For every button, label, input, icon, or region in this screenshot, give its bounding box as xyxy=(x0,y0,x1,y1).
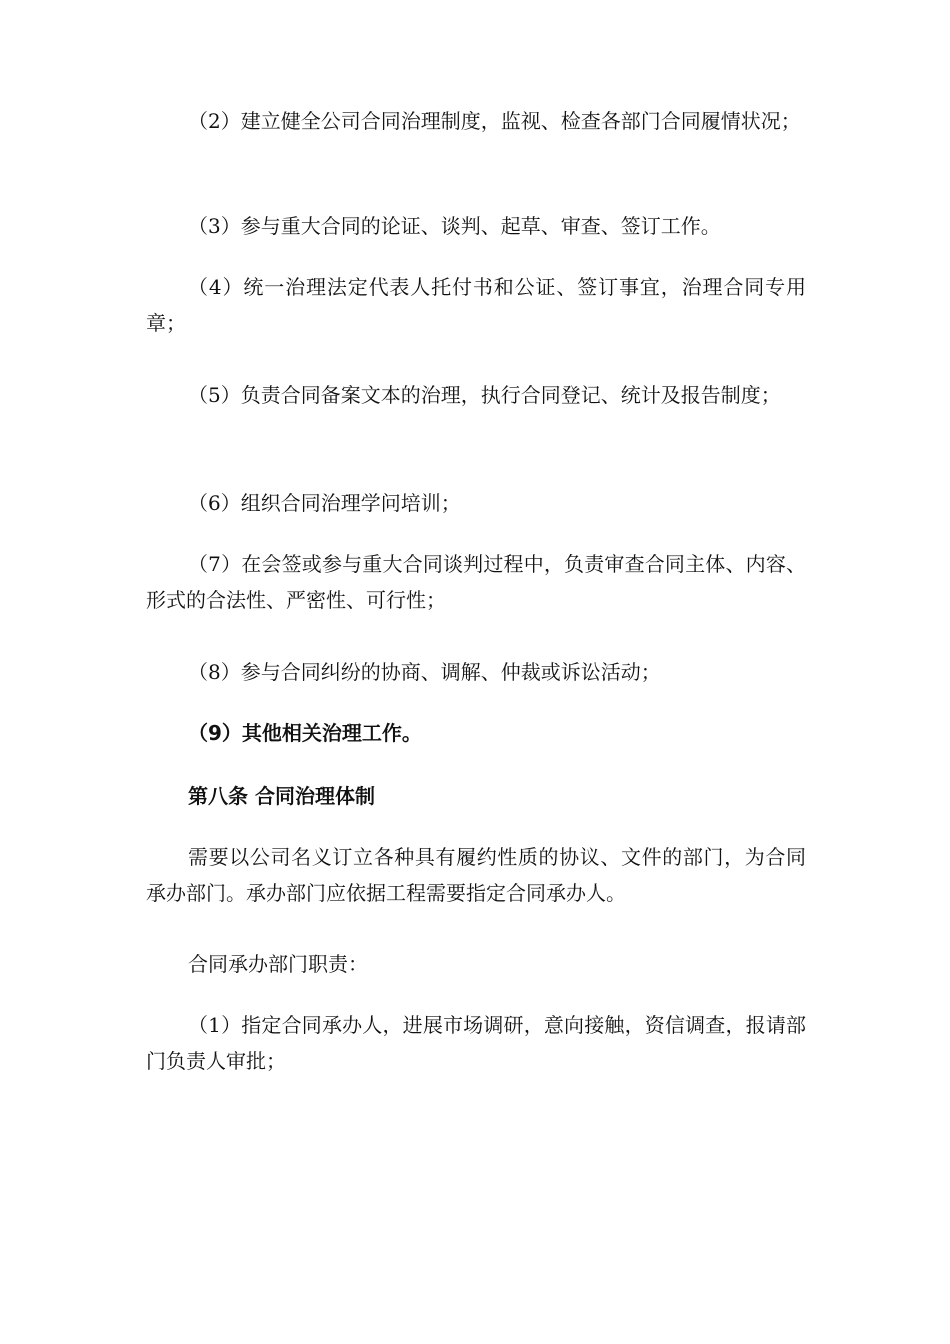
paragraph-contract-department: 需要以公司名义订立各种具有履约性质的协议、文件的部门，为合同承办部门。承办部门应依据工程需要指定合同承办人。 xyxy=(146,845,806,905)
paragraph-department-duties-heading: 合同承办部门职责： xyxy=(188,952,368,976)
paragraph-duty-3: （3）参与重大合同的论证、谈判、起草、审查、签订工作。 xyxy=(188,214,721,238)
paragraph-duty-8: （8）参与合同纠纷的协商、调解、仲裁或诉讼活动； xyxy=(188,660,661,684)
paragraph-department-duty-1: （1）指定合同承办人，进展市场调研，意向接触，资信调查，报请部门负责人审批； xyxy=(146,1013,806,1073)
paragraph-duty-4: （4）统一治理法定代表人托付书和公证、签订事宜，治理合同专用章； xyxy=(146,275,806,335)
paragraph-duty-7: （7）在会签或参与重大合同谈判过程中，负责审查合同主体、内容、形式的合法性、严密性、可行性； xyxy=(146,552,806,612)
paragraph-duty-9: （9）其他相关治理工作。 xyxy=(188,721,422,745)
paragraph-duty-6: （6）组织合同治理学问培训； xyxy=(188,491,461,515)
section-heading-article-8: 第八条 合同治理体制 xyxy=(188,784,375,808)
paragraph-duty-2: （2）建立健全公司合同治理制度，监视、检查各部门合同履情状况； xyxy=(188,109,801,133)
paragraph-duty-5: （5）负责合同备案文本的治理，执行合同登记、统计及报告制度； xyxy=(188,383,781,407)
